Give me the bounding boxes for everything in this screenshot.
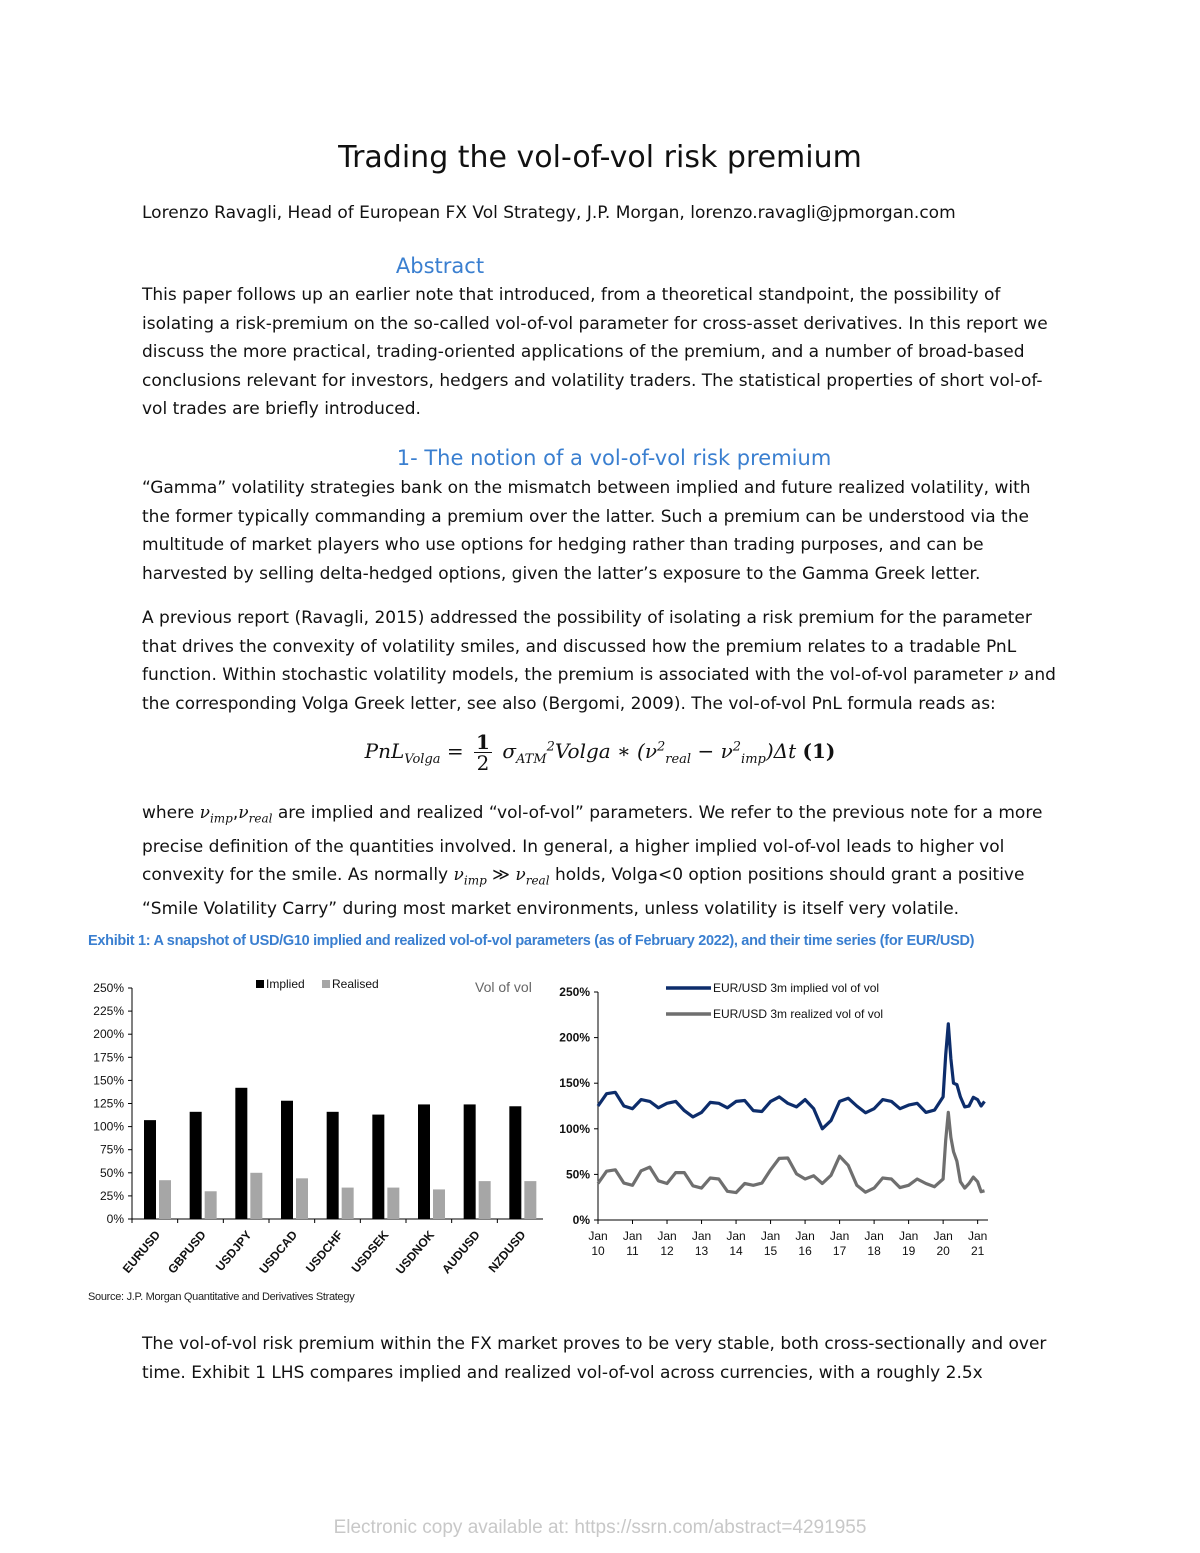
x-tick-label: Jan 19 (898, 1229, 919, 1258)
bar-realised (342, 1188, 354, 1219)
bar-implied (464, 1104, 476, 1219)
section-heading: 1- The notion of a vol-of-vol risk premium (396, 446, 832, 470)
legend-swatch-realised (322, 980, 330, 988)
y-tick-label: 150% (93, 1073, 124, 1088)
x-tick-label: EURUSD (119, 1227, 164, 1276)
x-tick-label: GBPUSD (165, 1227, 209, 1277)
section-paragraph-1: “Gamma” volatility strategies bank on the mismatch between implied and future realized volatility, with the former typically commanding a premium over the latter. Such a premium can be understood via the multitude of market players who use options for hedging rather than trading purposes, and can be harvested by selling delta-hedged options, given the latter’s exposure to the Gamma Greek letter. (142, 478, 1031, 584)
bar-chart (60, 968, 550, 1298)
bar-realised (250, 1173, 262, 1219)
line-chart (548, 968, 1008, 1278)
legend-label-realized: EUR/USD 3m realized vol of vol (713, 1007, 884, 1021)
bar-realised (159, 1180, 171, 1219)
legend-label-implied: EUR/USD 3m implied vol of vol (713, 981, 880, 995)
bar-implied (509, 1106, 521, 1219)
x-tick-label: Jan 15 (760, 1229, 781, 1258)
legend-label-realised: Realised (332, 977, 379, 991)
y-tick-label: 125% (93, 1096, 124, 1111)
section-paragraph-4: The vol-of-vol risk premium within the FX market proves to be very stable, both cross-sectionally and over time. Exhibit 1 LHS compares implied and realized vol-of-vol across currencies, with a roughly 2.5x (142, 1334, 1047, 1383)
x-tick-label: Jan 13 (691, 1229, 712, 1258)
bar-realised (387, 1188, 399, 1219)
y-tick-label: 50% (99, 1165, 124, 1180)
x-tick-label: NZDUSD (485, 1227, 529, 1276)
legend-label-implied: Implied (266, 977, 305, 991)
y-tick-label: 0% (572, 1213, 590, 1227)
y-tick-label: 50% (565, 1167, 590, 1182)
x-tick-label: USDJPY (212, 1227, 255, 1274)
x-tick-label: Jan 10 (588, 1229, 608, 1258)
bar-implied (418, 1104, 430, 1219)
x-tick-label: Jan 18 (864, 1229, 884, 1258)
y-tick-label: 25% (99, 1188, 124, 1203)
x-tick-label: Jan 20 (933, 1229, 953, 1258)
x-tick-label: USDSEK (348, 1227, 392, 1276)
y-tick-label: 100% (559, 1121, 590, 1136)
bar-realised (479, 1181, 491, 1219)
bar-implied (372, 1115, 384, 1219)
bar-realised (296, 1178, 308, 1219)
bar-implied (235, 1088, 247, 1219)
y-tick-label: 250% (93, 981, 124, 995)
x-tick-label: USDCHF (302, 1227, 346, 1276)
bar-implied (144, 1120, 156, 1219)
x-tick-label: USDCAD (256, 1227, 301, 1277)
legend-swatch-implied (256, 980, 264, 988)
y-tick-label: 250% (559, 985, 590, 999)
section-paragraph-2: A previous report (Ravagli, 2015) addressed the possibility of isolating a risk premium for the parameter that drives the convexity of volatility smiles, and discussed how the premium relates to a tradable PnL function. Within stochastic volatility models, the premium is associated with the vol-of-vol parameter ν and the corresponding Volga Greek letter, see also (Bergomi, 2009). The vol-of-vol PnL formula reads as: (142, 608, 1056, 714)
x-tick-label: Jan 14 (726, 1229, 746, 1258)
x-tick-label: Jan 21 (967, 1229, 988, 1258)
x-tick-label: Jan 12 (657, 1229, 677, 1258)
paper-title: Trading the vol-of-vol risk premium (338, 140, 862, 175)
y-tick-label: 150% (559, 1076, 590, 1091)
y-tick-label: 200% (93, 1027, 124, 1042)
x-tick-label: AUDUSD (439, 1227, 483, 1277)
section-paragraph-3: where $\nu_{imp},\nu_{real}$ are implied and realized “vol-of-vol” parameters. We refer to the previous note for a more precise definition of the quantities involved. In general, a higher implied vol-of-vol leads to higher vol convexity for the smile. As normally $\nu_{imp}$ ≫ $\nu_{real}$ holds, Volga<0 option positions should grant a positive “Smile Volatility Carry” during most market environments, unless volatility is itself very volatile. (142, 803, 1043, 920)
volga-pnl-formula: PnL$_{Volga}$ = $\frac{1}{2}$ $\sigma_{ATM}^2Volga$ ∗ $(\nu^2_{real} - \nu^2_{imp})\Delta t$ (1) (364, 730, 836, 775)
footer-ssrn: Electronic copy available at: https://ssrn.com/abstract=4291955 (333, 1517, 867, 1538)
bar-realised (524, 1181, 536, 1219)
y-tick-label: 75% (99, 1142, 124, 1157)
abstract-heading: Abstract (395, 254, 485, 278)
x-tick-label: USDNOK (392, 1227, 438, 1277)
exhibit-source: Source: J.P. Morgan Quantitative and Derivatives Strategy (88, 1291, 355, 1303)
y-tick-label: 225% (93, 1004, 124, 1019)
y-tick-label: 200% (559, 1030, 590, 1045)
x-tick-label: Jan 17 (829, 1229, 850, 1258)
abstract-text: This paper follows up an earlier note that introduced, from a theoretical standpoint, the possibility of isolating a risk-premium on the so-called vol-of-vol parameter for cross-asset derivatives. In this report we discuss the more practical, trading-oriented applications of the premium, and a number of broad-based conclusions relevant for investors, hedgers and volatility traders. The statistical properties of short vol-of-vol trades are briefly introduced. (142, 285, 1048, 419)
series-line-realized (598, 1112, 985, 1192)
bar-implied (327, 1112, 339, 1219)
bar-realised (433, 1189, 445, 1219)
x-tick-label: Jan 16 (795, 1229, 815, 1258)
bar-implied (281, 1101, 293, 1219)
y-tick-label: 100% (93, 1119, 124, 1134)
bar-realised (205, 1191, 217, 1219)
exhibit-caption: Exhibit 1: A snapshot of USD/G10 implied and realized vol-of-vol parameters (as of February 2022), and their time series (for EUR/USD) (88, 933, 975, 949)
x-tick-label: Jan 11 (622, 1229, 643, 1258)
author-line: Lorenzo Ravagli, Head of European FX Vol Strategy, J.P. Morgan, lorenzo.ravagli@jpmorgan.com (142, 203, 956, 223)
y-tick-label: 0% (106, 1212, 124, 1226)
y-tick-label: 175% (93, 1050, 124, 1065)
chart-title: Vol of vol (475, 979, 532, 995)
series-line-implied (598, 1024, 985, 1129)
bar-implied (190, 1112, 202, 1219)
